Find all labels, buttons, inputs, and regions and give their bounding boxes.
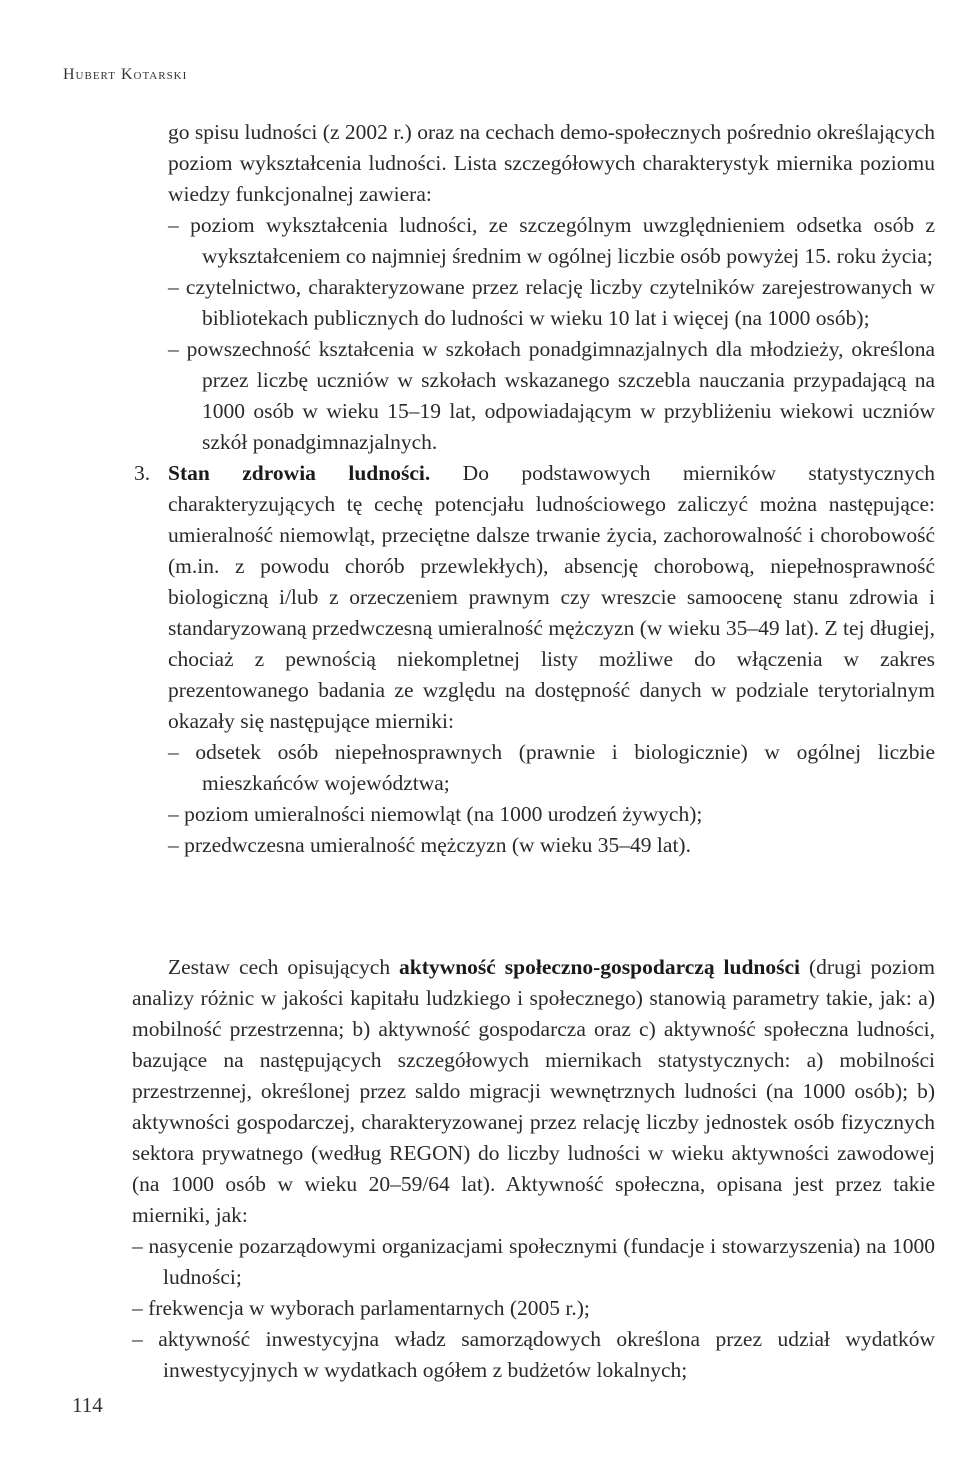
list-item: – poziom umieralności niemowląt (na 1000 urodzeń żywych); [168, 802, 703, 826]
item-heading: Stan zdrowia ludności. [168, 461, 431, 485]
paragraph [132, 952, 935, 1231]
paragraph: go spisu ludności (z 2002 r.) oraz na cechach demo-społecznych pośrednio określających poziom wykształcenia ludności. Lista szczegółowych charakterystyk miernika poziomu wiedzy funkcjonalnej zawiera: [168, 120, 935, 206]
paragraph-start: Zestaw cech opisujących [168, 955, 400, 979]
page-number: 114 [72, 1393, 103, 1417]
running-head: Hubert Kotarski [63, 66, 188, 83]
paragraph-rest: (drugi poziom analizy różnic w jakości kapitału ludzkiego i społecznego) stanowią parametry takie, jak: a) mobilność przestrzenna; b) aktywność gospodarcza oraz c) aktywność społeczna ludności, bazujące na następujących szczegółowych miernikach statystycznych: a) mobilności przestrzennej, określonej przez saldo migracji wewnętrznych ludności (na 1000 osób); b) aktywności gospodarczej, charakteryzowanej przez relację liczby jednostek osób fizycznych sektora prywatnego (według REGON) do liczby ludności w wieku aktywności zawodowej (na 1000 osób w wieku 20–59/64 lat). Aktywność społeczna, opisana jest przez takie mierniki, jak: [132, 955, 935, 1227]
numbered-item-3 [134, 458, 935, 737]
list-item: – aktywność inwestycyjna władz samorządowych określona przez udział wydatków inwestycyjnych w wydatkach ogółem z budżetów lokalnych; [132, 1327, 935, 1382]
text-block-upper [134, 117, 935, 861]
list-item: – powszechność kształcenia w szkołach ponadgimnazjalnych dla młodzieży, określona przez liczbę uczniów w szkołach wskazanego szczebla nauczania przypadającą na 1000 osób w wieku 15–19 lat, odpowiadającym w przybliżeniu wiekowi uczniów szkół ponadgimnazjalnych. [168, 337, 935, 454]
item-number: 3. [134, 461, 151, 485]
list-item: – nasycenie pozarządowymi organizacjami społecznymi (fundacje i stowarzyszenia) na 1000 ludności; [132, 1234, 935, 1289]
paragraph-bold: aktywność społeczno-gospodarczą ludności [399, 955, 801, 979]
list-item: – przedwczesna umieralność mężczyzn (w wieku 35–49 lat). [168, 833, 691, 857]
list-item: – czytelnictwo, charakteryzowane przez relację liczby czytelników zarejestrowanych w bibliotekach publicznych do ludności w wieku 10 lat i więcej (na 1000 osób); [168, 275, 935, 330]
text-block-lower [132, 952, 935, 1386]
list-item: – frekwencja w wyborach parlamentarnych (2005 r.); [132, 1296, 590, 1320]
list-item: – odsetek osób niepełnosprawnych (prawnie i biologicznie) w ogólnej liczbie mieszkańców województwa; [168, 740, 935, 795]
item-text: Do podstawowych mierników statystycznych charakteryzujących tę cechę potencjału ludnościowego zaliczyć można następujące: umieralność niemowląt, przeciętne dalsze trwanie życia, zachorowalność i chorobowość (m.in. z powodu chorób przewlekłych), absencję chorobową, niepełnosprawność biologiczną i/lub z orzeczeniem prawnym czy wreszcie samoocenę stanu zdrowia i standaryzowaną przedwczesną umieralność mężczyzn (w wieku 35–49 lat). Z tej długiej, chociaż z pewnością niekompletnej listy możliwe do włączenia w zakres prezentowanego badania ze względu na dostępność danych w podziale terytorialnym okazały się następujące mierniki: [168, 461, 935, 733]
list-item: – poziom wykształcenia ludności, ze szczególnym uwzględnieniem odsetka osób z wykształceniem co najmniej średnim w ogólnej liczbie osób powyżej 15. roku życia; [168, 213, 935, 268]
